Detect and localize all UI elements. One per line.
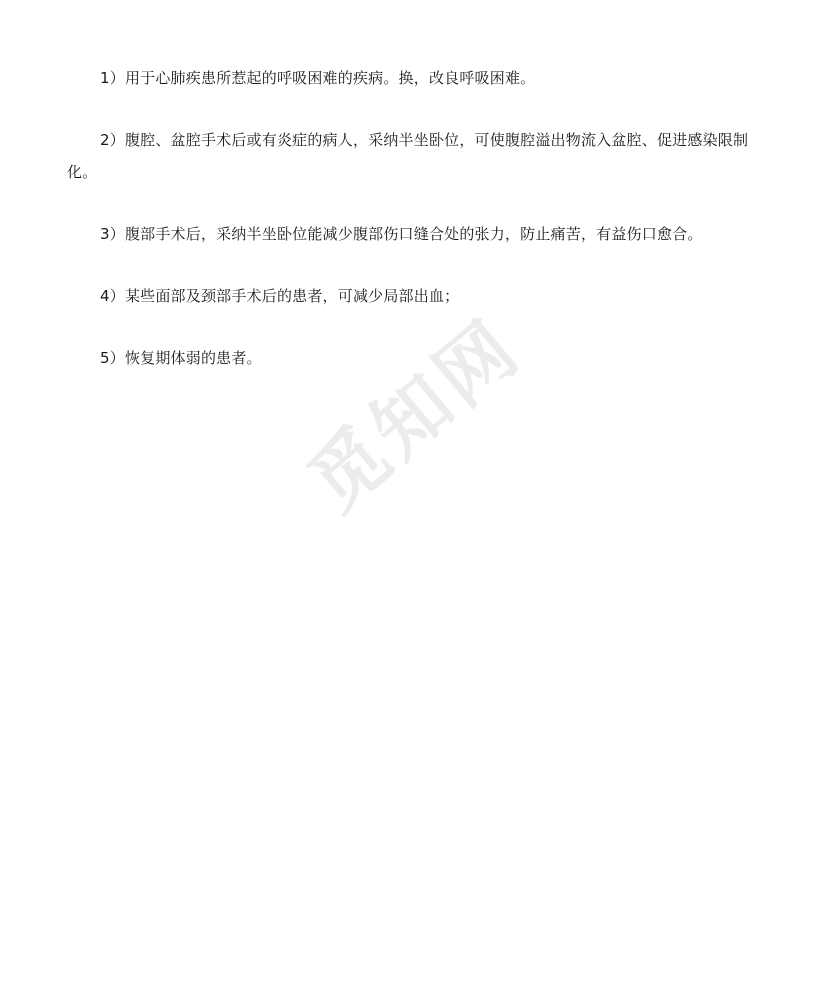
paragraph-3: 3）腹部手术后，采纳半坐卧位能减少腹部伤口缝合处的张力，防止痛苦，有益伤口愈合。 [100, 225, 703, 243]
paragraph-5: 5）恢复期体弱的患者。 [100, 349, 262, 367]
watermark: 觅知网 [291, 301, 538, 528]
document-body [67, 62, 773, 374]
paragraph-1: 1）用于心肺疾患所惹起的呼吸困难的疾病。换，改良呼吸困难。 [100, 69, 536, 87]
paragraph-4: 4）某些面部及颈部手术后的患者，可减少局部出血； [100, 287, 460, 305]
paragraph-2: 2）腹腔、盆腔手术后或有炎症的病人，采纳半坐卧位，可使腹腔溢出物流入盆腔、促进感染限制化。 [67, 131, 749, 181]
